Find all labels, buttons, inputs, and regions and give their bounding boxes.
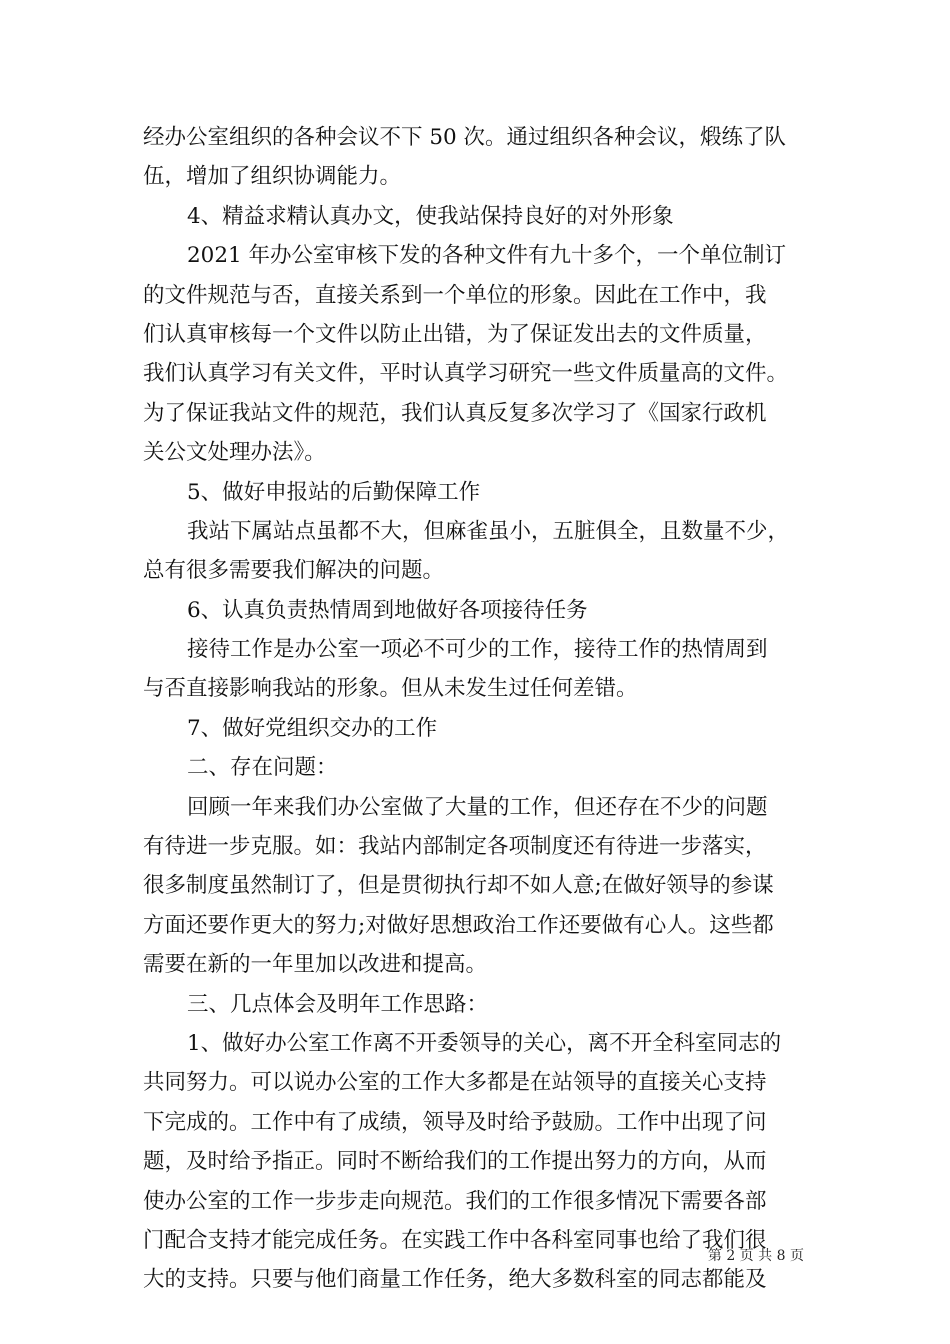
text-line: 我们认真学习有关文件，平时认真学习研究一些文件质量高的文件。	[143, 361, 789, 387]
text-line: 6、认真负责热情周到地做好各项接待任务	[187, 597, 588, 623]
text-line: 伍，增加了组织协调能力。	[143, 164, 402, 190]
text-line: 的文件规范与否，直接关系到一个单位的形象。因此在工作中，我	[143, 282, 767, 308]
text-line: 接待工作是办公室一项必不可少的工作，接待工作的热情周到	[187, 637, 768, 663]
text-line: 7、做好党组织交办的工作	[187, 715, 438, 741]
text-line: 回顾一年来我们办公室做了大量的工作，但还存在不少的问题	[187, 794, 768, 820]
text-line: 共同努力。可以说办公室的工作大多都是在站领导的直接关心支持	[143, 1070, 767, 1096]
text-line: 我站下属站点虽都不大，但麻雀虽小，五脏俱全，且数量不少，	[187, 518, 790, 544]
text-line: 三、几点体会及明年工作思路：	[187, 991, 489, 1017]
text-line: 需要在新的一年里加以改进和提高。	[143, 952, 488, 978]
text-line: 方面还要作更大的努力;对做好思想政治工作还要做有心人。这些都	[143, 912, 774, 938]
text-line: 2021 年办公室审核下发的各种文件有九十多个，一个单位制订	[187, 243, 787, 269]
text-line: 大的支持。只要与他们商量工作任务，绝大多数科室的同志都能及	[143, 1267, 767, 1293]
document-body	[143, 118, 823, 1300]
text-line: 们认真审核每一个文件以防止出错，为了保证发出去的文件质量，	[143, 321, 767, 347]
text-line: 门配合支持才能完成任务。在实践工作中各科室同事也给了我们很	[143, 1227, 767, 1253]
text-line: 与否直接影响我站的形象。但从未发生过任何差错。	[143, 676, 638, 702]
text-line: 关公文处理办法》。	[143, 440, 326, 466]
text-line: 下完成的。工作中有了成绩，领导及时给予鼓励。工作中出现了问	[143, 1109, 767, 1135]
text-line: 经办公室组织的各种会议不下 50 次。通过组织各种会议，煅练了队	[143, 125, 787, 150]
text-line: 题，及时给予指正。同时不断给我们的工作提出努力的方向，从而	[143, 1149, 767, 1175]
text-line: 为了保证我站文件的规范，我们认真反复多次学习了《国家行政机	[143, 400, 767, 426]
text-line: 很多制度虽然制订了，但是贯彻执行却不如人意;在做好领导的参谋	[143, 873, 774, 899]
text-line: 有待进一步克服。如：我站内部制定各项制度还有待进一步落实，	[143, 834, 767, 860]
text-line: 4、精益求精认真办文，使我站保持良好的对外形象	[187, 203, 674, 229]
text-line: 二、存在问题：	[187, 755, 338, 781]
text-line: 使办公室的工作一步步走向规范。我们的工作很多情况下需要各部	[143, 1188, 767, 1214]
page-number: 第 2 页 共 8 页	[707, 1248, 804, 1264]
text-line: 1、做好办公室工作离不开委领导的关心，离不开全科室同志的	[187, 1030, 782, 1056]
text-line: 总有很多需要我们解决的问题。	[143, 558, 445, 584]
text-line: 5、做好申报站的后勤保障工作	[187, 479, 481, 505]
